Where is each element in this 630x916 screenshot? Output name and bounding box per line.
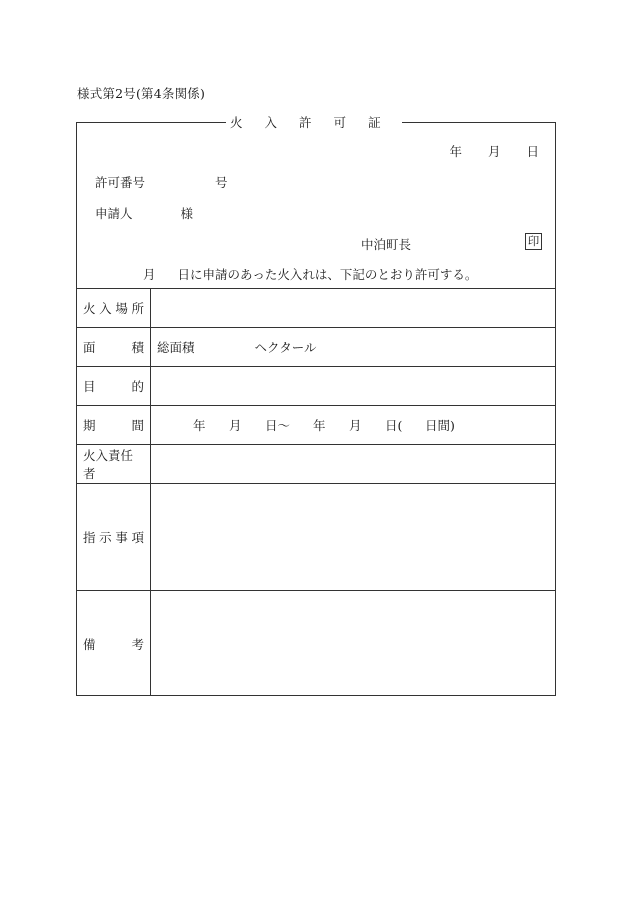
label-char: 所 (131, 301, 144, 316)
value-responsible[interactable] (151, 445, 555, 483)
label-char: 示 (99, 530, 112, 545)
permit-number-suffix: 号 (215, 175, 228, 190)
period-end-year: 年 (313, 418, 326, 433)
statement-month: 月 (143, 267, 156, 282)
date-month: 月 (487, 144, 501, 159)
label-char: 期 (83, 418, 96, 433)
label-char: 積 (131, 340, 144, 355)
row-instructions (77, 483, 555, 590)
row-purpose (77, 366, 555, 405)
permit-form-frame (76, 122, 556, 696)
title-char: 可 (333, 115, 347, 130)
permit-number (95, 173, 228, 191)
period-start-year: 年 (193, 418, 206, 433)
label-char: 火 (83, 301, 96, 316)
label-char: 的 (131, 379, 144, 394)
applicant (95, 204, 193, 222)
period-start-month: 月 (229, 418, 242, 433)
date-year: 年 (449, 144, 462, 159)
row-period (77, 405, 555, 444)
applicant-suffix: 様 (180, 206, 194, 221)
form-reference: 様式第2号(第4条関係) (77, 86, 206, 101)
label-remarks (77, 591, 151, 696)
label-char: 事 (115, 530, 128, 545)
period-days: 日間) (425, 418, 455, 433)
date-day: 日 (526, 144, 539, 159)
label-char: 指 (83, 530, 96, 545)
title-char: 入 (264, 115, 278, 130)
label-char: 目 (83, 379, 96, 394)
area-unit: ヘクタール (254, 340, 317, 355)
row-fire-place (77, 288, 555, 327)
mayor-title: 中泊町長 (361, 237, 412, 252)
row-responsible (77, 444, 555, 483)
area-total-label: 総面積 (157, 340, 195, 355)
label-char: 間 (131, 418, 144, 433)
permit-statement (143, 265, 477, 283)
label-char: 考 (131, 636, 144, 652)
label-char: 備 (83, 636, 96, 652)
value-instructions[interactable] (151, 484, 555, 590)
title-char: 火 (230, 115, 243, 130)
permit-number-label: 許可番号 (95, 175, 146, 190)
title-char: 許 (299, 115, 312, 130)
label-instructions (77, 484, 151, 590)
label-period (77, 406, 151, 444)
value-remarks[interactable] (151, 591, 555, 696)
issue-date (449, 142, 539, 160)
title-char: 証 (368, 115, 381, 130)
statement-text: 日に申請のあった火入れは、下記のとおり許可する。 (177, 267, 478, 282)
label-char: 場 (115, 301, 128, 316)
period-end-day: 日( (385, 418, 403, 433)
value-fire-place[interactable] (151, 289, 555, 327)
row-area (77, 327, 555, 366)
label-purpose (77, 367, 151, 405)
label-char: 入 (99, 301, 112, 316)
label-char: 面 (83, 340, 96, 355)
period-end-month: 月 (349, 418, 362, 433)
label-fire-place (77, 289, 151, 327)
label-char: 項 (131, 530, 144, 545)
applicant-label: 申請人 (95, 206, 133, 221)
row-remarks (77, 590, 555, 696)
label-responsible: 火入責任者 (77, 445, 151, 483)
header-area (77, 122, 555, 288)
period-start-day: 日〜 (265, 418, 291, 433)
value-period[interactable] (151, 406, 555, 444)
value-purpose[interactable] (151, 367, 555, 405)
seal-mark: 印 (525, 233, 542, 250)
value-area[interactable] (151, 328, 555, 366)
label-area (77, 328, 151, 366)
